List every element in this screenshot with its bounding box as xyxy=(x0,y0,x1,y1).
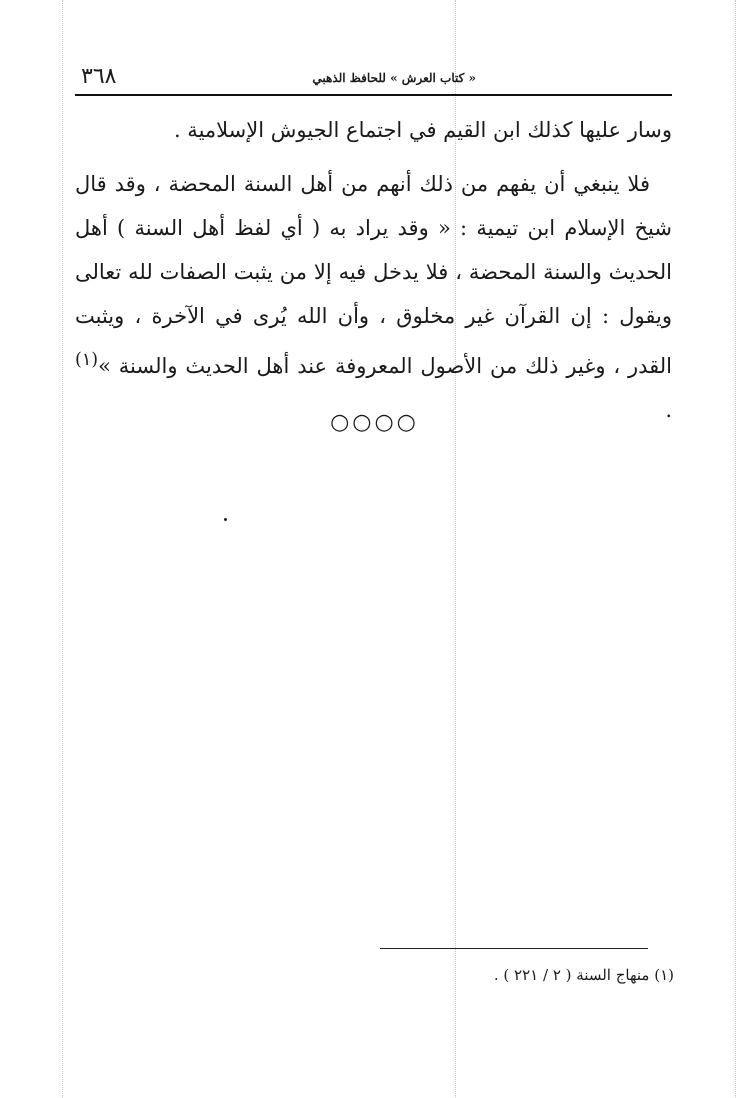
scan-artifact-line xyxy=(735,0,736,1098)
paragraph: وسار عليها كذلك ابن القيم في اجتماع الجيوش الإسلامية . xyxy=(173,118,672,142)
running-title: « كتاب العرش » للحافظ الذهبي xyxy=(312,71,476,85)
header-rule xyxy=(75,94,672,96)
page-number: ٣٦٨ xyxy=(81,64,117,89)
section-ornament: ○○○○ xyxy=(330,410,419,435)
page-header xyxy=(75,62,672,96)
scan-artifact-line xyxy=(62,0,63,1098)
footnote-marker: (١) xyxy=(75,350,99,370)
scan-speck xyxy=(224,518,227,521)
paragraph-text: فلا ينبغي أن يفهم من ذلك أنهم من أهل السنة المحضة ، وقد قال شيخ الإسلام ابن تيمية : « وقد يراد به ( أي لفظ أهل السنة ) أهل الحديث والسنة المحضة ، فلا يدخل فيه إلا من يثبت الصفات لله تعالى ويقول : إن القرآن غير مخلوق ، وأن الله يُرى في الآخرة ، ويثبت القدر ، وغير ذلك من الأصول المعروفة عند أهل الحديث والسنة » xyxy=(75,172,673,378)
footnote-rule xyxy=(380,948,648,949)
paragraph xyxy=(75,162,672,432)
paragraph-end: . xyxy=(665,398,672,422)
footnote: (١) منهاج السنة ( ٢ / ٢٢١ ) . xyxy=(493,966,674,984)
main-text xyxy=(75,108,672,442)
